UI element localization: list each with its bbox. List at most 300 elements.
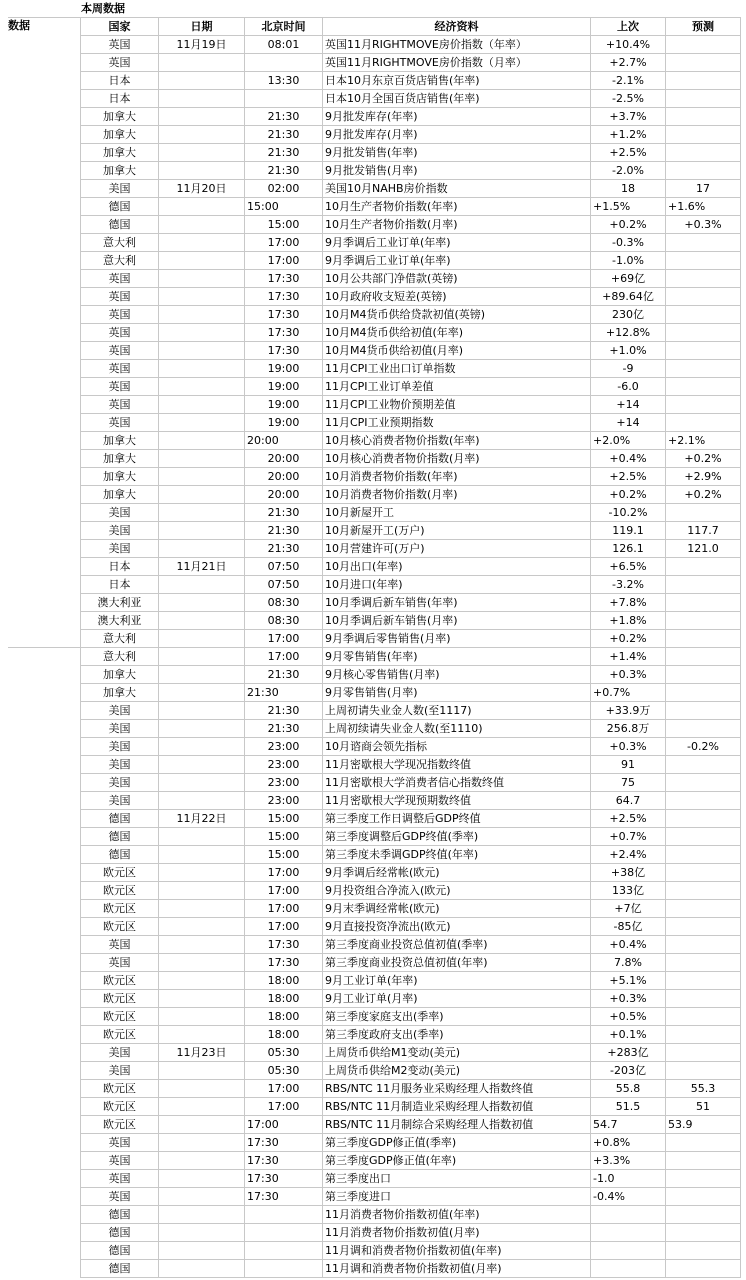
date-cell <box>159 126 245 144</box>
forecast-cell <box>666 1008 741 1026</box>
prev-cell: -3.2% <box>591 576 666 594</box>
forecast-cell <box>666 360 741 378</box>
prev-cell: +7亿 <box>591 900 666 918</box>
time-cell: 17:30 <box>245 1188 323 1206</box>
country-cell: 美国 <box>81 702 159 720</box>
table-row <box>81 846 741 864</box>
prev-cell: +2.5% <box>591 810 666 828</box>
item-cell: RBS/NTC 11月制综合采购经理人指数初值 <box>323 1116 591 1134</box>
forecast-cell: 117.7 <box>666 522 741 540</box>
table-row <box>81 396 741 414</box>
table-row <box>81 1170 741 1188</box>
time-cell: 15:00 <box>245 846 323 864</box>
item-cell: 10月政府收支短差(英镑) <box>323 288 591 306</box>
item-cell: 10月生产者物价指数(年率) <box>323 198 591 216</box>
forecast-cell <box>666 162 741 180</box>
country-cell: 英国 <box>81 414 159 432</box>
item-cell: 11月CPI工业预期指数 <box>323 414 591 432</box>
country-cell: 欧元区 <box>81 918 159 936</box>
forecast-cell <box>666 288 741 306</box>
country-cell: 英国 <box>81 324 159 342</box>
country-cell: 加拿大 <box>81 126 159 144</box>
table-row <box>81 126 741 144</box>
prev-cell: -2.1% <box>591 72 666 90</box>
date-cell <box>159 198 245 216</box>
prev-cell: +12.8% <box>591 324 666 342</box>
prev-cell: +0.2% <box>591 486 666 504</box>
table-row <box>81 900 741 918</box>
forecast-cell <box>666 792 741 810</box>
time-cell <box>245 90 323 108</box>
time-cell: 17:30 <box>245 306 323 324</box>
table-row <box>81 666 741 684</box>
item-cell: 9月季调后工业订单(年率) <box>323 234 591 252</box>
header-time: 北京时间 <box>245 18 323 36</box>
time-cell: 23:00 <box>245 792 323 810</box>
date-cell <box>159 864 245 882</box>
time-cell: 18:00 <box>245 972 323 990</box>
time-cell: 17:30 <box>245 270 323 288</box>
forecast-cell <box>666 684 741 702</box>
prev-cell: -1.0% <box>591 252 666 270</box>
prev-cell: +2.0% <box>591 432 666 450</box>
prev-cell: +0.5% <box>591 1008 666 1026</box>
item-cell: 10月核心消费者物价指数(年率) <box>323 432 591 450</box>
forecast-cell <box>666 72 741 90</box>
table-row <box>81 612 741 630</box>
table-row <box>81 1044 741 1062</box>
country-cell: 英国 <box>81 342 159 360</box>
item-cell: 10月营建许可(万户) <box>323 540 591 558</box>
date-cell <box>159 504 245 522</box>
time-cell: 07:50 <box>245 576 323 594</box>
item-cell: 10月新屋开工 <box>323 504 591 522</box>
forecast-cell <box>666 1134 741 1152</box>
prev-cell: +2.5% <box>591 144 666 162</box>
time-cell: 21:30 <box>245 702 323 720</box>
country-cell: 日本 <box>81 558 159 576</box>
table-row <box>81 882 741 900</box>
table-row <box>81 360 741 378</box>
date-cell <box>159 936 245 954</box>
country-cell: 欧元区 <box>81 1080 159 1098</box>
prev-cell: +0.8% <box>591 1134 666 1152</box>
prev-cell: +1.8% <box>591 612 666 630</box>
time-cell: 17:00 <box>245 900 323 918</box>
country-cell: 德国 <box>81 1242 159 1260</box>
date-cell: 11月20日 <box>159 180 245 198</box>
time-cell: 17:00 <box>245 864 323 882</box>
country-cell: 加拿大 <box>81 432 159 450</box>
date-cell <box>159 1188 245 1206</box>
time-cell: 08:30 <box>245 594 323 612</box>
prev-cell: +0.1% <box>591 1026 666 1044</box>
prev-cell: +14 <box>591 396 666 414</box>
forecast-cell <box>666 1242 741 1260</box>
forecast-cell: +0.2% <box>666 450 741 468</box>
date-cell <box>159 540 245 558</box>
prev-cell: +0.7% <box>591 828 666 846</box>
time-cell: 18:00 <box>245 990 323 1008</box>
forecast-cell <box>666 1062 741 1080</box>
table-row <box>81 1206 741 1224</box>
table-row <box>81 1242 741 1260</box>
date-cell <box>159 792 245 810</box>
table-row <box>81 1134 741 1152</box>
item-cell: 上周货币供给M2变动(美元) <box>323 1062 591 1080</box>
country-cell: 美国 <box>81 774 159 792</box>
date-cell <box>159 234 245 252</box>
prev-cell: 64.7 <box>591 792 666 810</box>
forecast-cell <box>666 558 741 576</box>
forecast-cell <box>666 882 741 900</box>
table-row <box>81 702 741 720</box>
item-cell: 10月核心消费者物价指数(月率) <box>323 450 591 468</box>
date-cell <box>159 216 245 234</box>
date-cell <box>159 990 245 1008</box>
country-cell: 加拿大 <box>81 162 159 180</box>
table-row <box>81 378 741 396</box>
item-cell: 9月直接投资净流出(欧元) <box>323 918 591 936</box>
item-cell: 9月零售销售(月率) <box>323 684 591 702</box>
time-cell: 21:30 <box>245 162 323 180</box>
time-cell <box>245 54 323 72</box>
header-forecast: 预测 <box>666 18 741 36</box>
country-cell: 英国 <box>81 954 159 972</box>
forecast-cell <box>666 846 741 864</box>
table-row <box>81 72 741 90</box>
date-cell <box>159 360 245 378</box>
time-cell: 17:30 <box>245 324 323 342</box>
forecast-cell: +0.3% <box>666 216 741 234</box>
date-cell <box>159 702 245 720</box>
item-cell: 第三季度GDP修正值(季率) <box>323 1134 591 1152</box>
table-row <box>81 144 741 162</box>
time-cell: 23:00 <box>245 774 323 792</box>
prev-cell: +0.3% <box>591 666 666 684</box>
table-row <box>81 648 741 666</box>
left-divider-mid <box>8 647 80 648</box>
time-cell <box>245 1260 323 1278</box>
prev-cell: +0.4% <box>591 936 666 954</box>
prev-cell: 91 <box>591 756 666 774</box>
time-cell: 17:00 <box>245 234 323 252</box>
country-cell: 美国 <box>81 522 159 540</box>
time-cell: 08:30 <box>245 612 323 630</box>
country-cell: 加拿大 <box>81 450 159 468</box>
prev-cell: +5.1% <box>591 972 666 990</box>
table-row <box>81 54 741 72</box>
date-cell <box>159 1080 245 1098</box>
table-row <box>81 1260 741 1278</box>
prev-cell: +0.2% <box>591 216 666 234</box>
item-cell: 10月M4货币供给初值(年率) <box>323 324 591 342</box>
forecast-cell <box>666 1224 741 1242</box>
item-cell: 11月消费者物价指数初值(年率) <box>323 1206 591 1224</box>
table-row <box>81 558 741 576</box>
prev-cell: 126.1 <box>591 540 666 558</box>
time-cell: 19:00 <box>245 396 323 414</box>
time-cell: 21:30 <box>245 720 323 738</box>
table-row <box>81 198 741 216</box>
date-cell <box>159 720 245 738</box>
prev-cell: +0.7% <box>591 684 666 702</box>
table-row <box>81 576 741 594</box>
date-cell <box>159 324 245 342</box>
country-cell: 意大利 <box>81 648 159 666</box>
forecast-cell <box>666 936 741 954</box>
forecast-cell <box>666 648 741 666</box>
prev-cell: +1.5% <box>591 198 666 216</box>
item-cell: 10月生产者物价指数(月率) <box>323 216 591 234</box>
prev-cell: -203亿 <box>591 1062 666 1080</box>
country-cell: 加拿大 <box>81 486 159 504</box>
date-cell: 11月19日 <box>159 36 245 54</box>
date-cell <box>159 414 245 432</box>
date-cell <box>159 252 245 270</box>
prev-cell: +2.5% <box>591 468 666 486</box>
prev-cell: 55.8 <box>591 1080 666 1098</box>
time-cell <box>245 1206 323 1224</box>
item-cell: 11月密歇根大学现预期数终值 <box>323 792 591 810</box>
forecast-cell <box>666 414 741 432</box>
date-cell <box>159 756 245 774</box>
prev-cell <box>591 1206 666 1224</box>
prev-cell: +1.4% <box>591 648 666 666</box>
prev-cell: +0.4% <box>591 450 666 468</box>
country-cell: 欧元区 <box>81 1098 159 1116</box>
date-cell <box>159 1062 245 1080</box>
table-row <box>81 36 741 54</box>
date-cell <box>159 900 245 918</box>
table-row <box>81 954 741 972</box>
header-date: 日期 <box>159 18 245 36</box>
table-row <box>81 864 741 882</box>
prev-cell: -10.2% <box>591 504 666 522</box>
country-cell: 欧元区 <box>81 864 159 882</box>
forecast-cell: 53.9 <box>666 1116 741 1134</box>
table-row <box>81 792 741 810</box>
prev-cell: +0.3% <box>591 990 666 1008</box>
prev-cell: +89.64亿 <box>591 288 666 306</box>
prev-cell: 54.7 <box>591 1116 666 1134</box>
table-row <box>81 756 741 774</box>
forecast-cell <box>666 54 741 72</box>
table-row <box>81 522 741 540</box>
prev-cell: 18 <box>591 180 666 198</box>
item-cell: 9月零售销售(年率) <box>323 648 591 666</box>
date-cell <box>159 432 245 450</box>
time-cell: 18:00 <box>245 1008 323 1026</box>
country-cell: 美国 <box>81 504 159 522</box>
table-row <box>81 1008 741 1026</box>
time-cell: 21:30 <box>245 108 323 126</box>
table-row <box>81 1116 741 1134</box>
country-cell: 美国 <box>81 792 159 810</box>
item-cell: 第三季度商业投资总值初值(年率) <box>323 954 591 972</box>
country-cell: 加拿大 <box>81 144 159 162</box>
time-cell: 17:30 <box>245 1170 323 1188</box>
item-cell: 9月批发库存(月率) <box>323 126 591 144</box>
date-cell <box>159 1098 245 1116</box>
forecast-cell <box>666 756 741 774</box>
time-cell: 17:30 <box>245 342 323 360</box>
prev-cell: -0.4% <box>591 1188 666 1206</box>
time-cell: 13:30 <box>245 72 323 90</box>
header-prev: 上次 <box>591 18 666 36</box>
prev-cell: +2.7% <box>591 54 666 72</box>
date-cell: 11月23日 <box>159 1044 245 1062</box>
date-cell <box>159 288 245 306</box>
time-cell: 15:00 <box>245 828 323 846</box>
table-row <box>81 918 741 936</box>
forecast-cell: 17 <box>666 180 741 198</box>
forecast-cell <box>666 1044 741 1062</box>
item-cell: 10月消费者物价指数(年率) <box>323 468 591 486</box>
item-cell: 10月M4货币供给初值(月率) <box>323 342 591 360</box>
prev-cell: 133亿 <box>591 882 666 900</box>
item-cell: 美国10月NAHB房价指数 <box>323 180 591 198</box>
country-cell: 加拿大 <box>81 108 159 126</box>
item-cell: 9月季调后经常帐(欧元) <box>323 864 591 882</box>
table-row <box>81 468 741 486</box>
time-cell: 17:30 <box>245 954 323 972</box>
date-cell <box>159 450 245 468</box>
prev-cell <box>591 1242 666 1260</box>
country-cell: 日本 <box>81 576 159 594</box>
country-cell: 德国 <box>81 216 159 234</box>
section-title: 本周数据 <box>81 2 125 15</box>
country-cell: 美国 <box>81 1062 159 1080</box>
forecast-cell <box>666 90 741 108</box>
time-cell: 20:00 <box>245 486 323 504</box>
date-cell <box>159 1242 245 1260</box>
item-cell: RBS/NTC 11月服务业采购经理人指数终值 <box>323 1080 591 1098</box>
table-row <box>81 1224 741 1242</box>
country-cell: 意大利 <box>81 252 159 270</box>
left-label: 数据 <box>8 19 30 32</box>
item-cell: 9月投资组合净流入(欧元) <box>323 882 591 900</box>
table-row <box>81 1062 741 1080</box>
forecast-cell <box>666 954 741 972</box>
time-cell: 23:00 <box>245 756 323 774</box>
time-cell: 19:00 <box>245 378 323 396</box>
time-cell: 20:00 <box>245 468 323 486</box>
prev-cell: -9 <box>591 360 666 378</box>
date-cell <box>159 1260 245 1278</box>
prev-cell: 256.8万 <box>591 720 666 738</box>
item-cell: 第三季度出口 <box>323 1170 591 1188</box>
item-cell: RBS/NTC 11月制造业采购经理人指数初值 <box>323 1098 591 1116</box>
forecast-cell <box>666 306 741 324</box>
country-cell: 英国 <box>81 306 159 324</box>
forecast-cell <box>666 504 741 522</box>
prev-cell: 51.5 <box>591 1098 666 1116</box>
header-row <box>81 18 741 36</box>
prev-cell: +283亿 <box>591 1044 666 1062</box>
date-cell <box>159 774 245 792</box>
date-cell <box>159 162 245 180</box>
table-row <box>81 1080 741 1098</box>
table-row <box>81 108 741 126</box>
item-cell: 上周初请失业金人数(至1117) <box>323 702 591 720</box>
time-cell: 17:30 <box>245 288 323 306</box>
country-cell: 美国 <box>81 540 159 558</box>
table-row <box>81 342 741 360</box>
time-cell: 21:30 <box>245 684 323 702</box>
forecast-cell <box>666 900 741 918</box>
forecast-cell <box>666 630 741 648</box>
item-cell: 9月工业订单(月率) <box>323 990 591 1008</box>
item-cell: 10月出口(年率) <box>323 558 591 576</box>
item-cell: 11月调和消费者物价指数初值(年率) <box>323 1242 591 1260</box>
table-row <box>81 306 741 324</box>
forecast-cell <box>666 108 741 126</box>
table-row <box>81 1152 741 1170</box>
country-cell: 英国 <box>81 360 159 378</box>
country-cell: 美国 <box>81 1044 159 1062</box>
time-cell: 17:00 <box>245 882 323 900</box>
prev-cell: 75 <box>591 774 666 792</box>
date-cell <box>159 1116 245 1134</box>
item-cell: 上周货币供给M1变动(美元) <box>323 1044 591 1062</box>
table-row <box>81 90 741 108</box>
table-row <box>81 432 741 450</box>
table-row <box>81 324 741 342</box>
item-cell: 9月批发销售(月率) <box>323 162 591 180</box>
date-cell <box>159 342 245 360</box>
forecast-cell <box>666 342 741 360</box>
country-cell: 德国 <box>81 1206 159 1224</box>
country-cell: 英国 <box>81 270 159 288</box>
country-cell: 意大利 <box>81 234 159 252</box>
item-cell: 10月新屋开工(万户) <box>323 522 591 540</box>
header-item: 经济资料 <box>323 18 591 36</box>
forecast-cell <box>666 126 741 144</box>
date-cell <box>159 1152 245 1170</box>
item-cell: 11月密歇根大学消费者信心指数终值 <box>323 774 591 792</box>
table-row <box>81 1026 741 1044</box>
time-cell: 21:30 <box>245 144 323 162</box>
time-cell: 18:00 <box>245 1026 323 1044</box>
item-cell: 第三季度政府支出(季率) <box>323 1026 591 1044</box>
forecast-cell <box>666 1188 741 1206</box>
forecast-cell <box>666 324 741 342</box>
item-cell: 9月末季调经常帐(欧元) <box>323 900 591 918</box>
forecast-cell <box>666 810 741 828</box>
table-row <box>81 990 741 1008</box>
forecast-cell: 121.0 <box>666 540 741 558</box>
item-cell: 11月CPI工业物价预期差值 <box>323 396 591 414</box>
table-row <box>81 162 741 180</box>
item-cell: 9月季调后零售销售(月率) <box>323 630 591 648</box>
forecast-cell: +1.6% <box>666 198 741 216</box>
item-cell: 第三季度GDP修正值(年率) <box>323 1152 591 1170</box>
prev-cell: -85亿 <box>591 918 666 936</box>
item-cell: 第三季度家庭支出(季率) <box>323 1008 591 1026</box>
table-row <box>81 936 741 954</box>
prev-cell: -6.0 <box>591 378 666 396</box>
prev-cell: +0.2% <box>591 630 666 648</box>
country-cell: 美国 <box>81 756 159 774</box>
prev-cell: -2.0% <box>591 162 666 180</box>
item-cell: 9月核心零售销售(月率) <box>323 666 591 684</box>
item-cell: 日本10月全国百货店销售(年率) <box>323 90 591 108</box>
date-cell <box>159 1224 245 1242</box>
prev-cell <box>591 1260 666 1278</box>
item-cell: 10月谘商会领先指标 <box>323 738 591 756</box>
forecast-cell: +2.9% <box>666 468 741 486</box>
